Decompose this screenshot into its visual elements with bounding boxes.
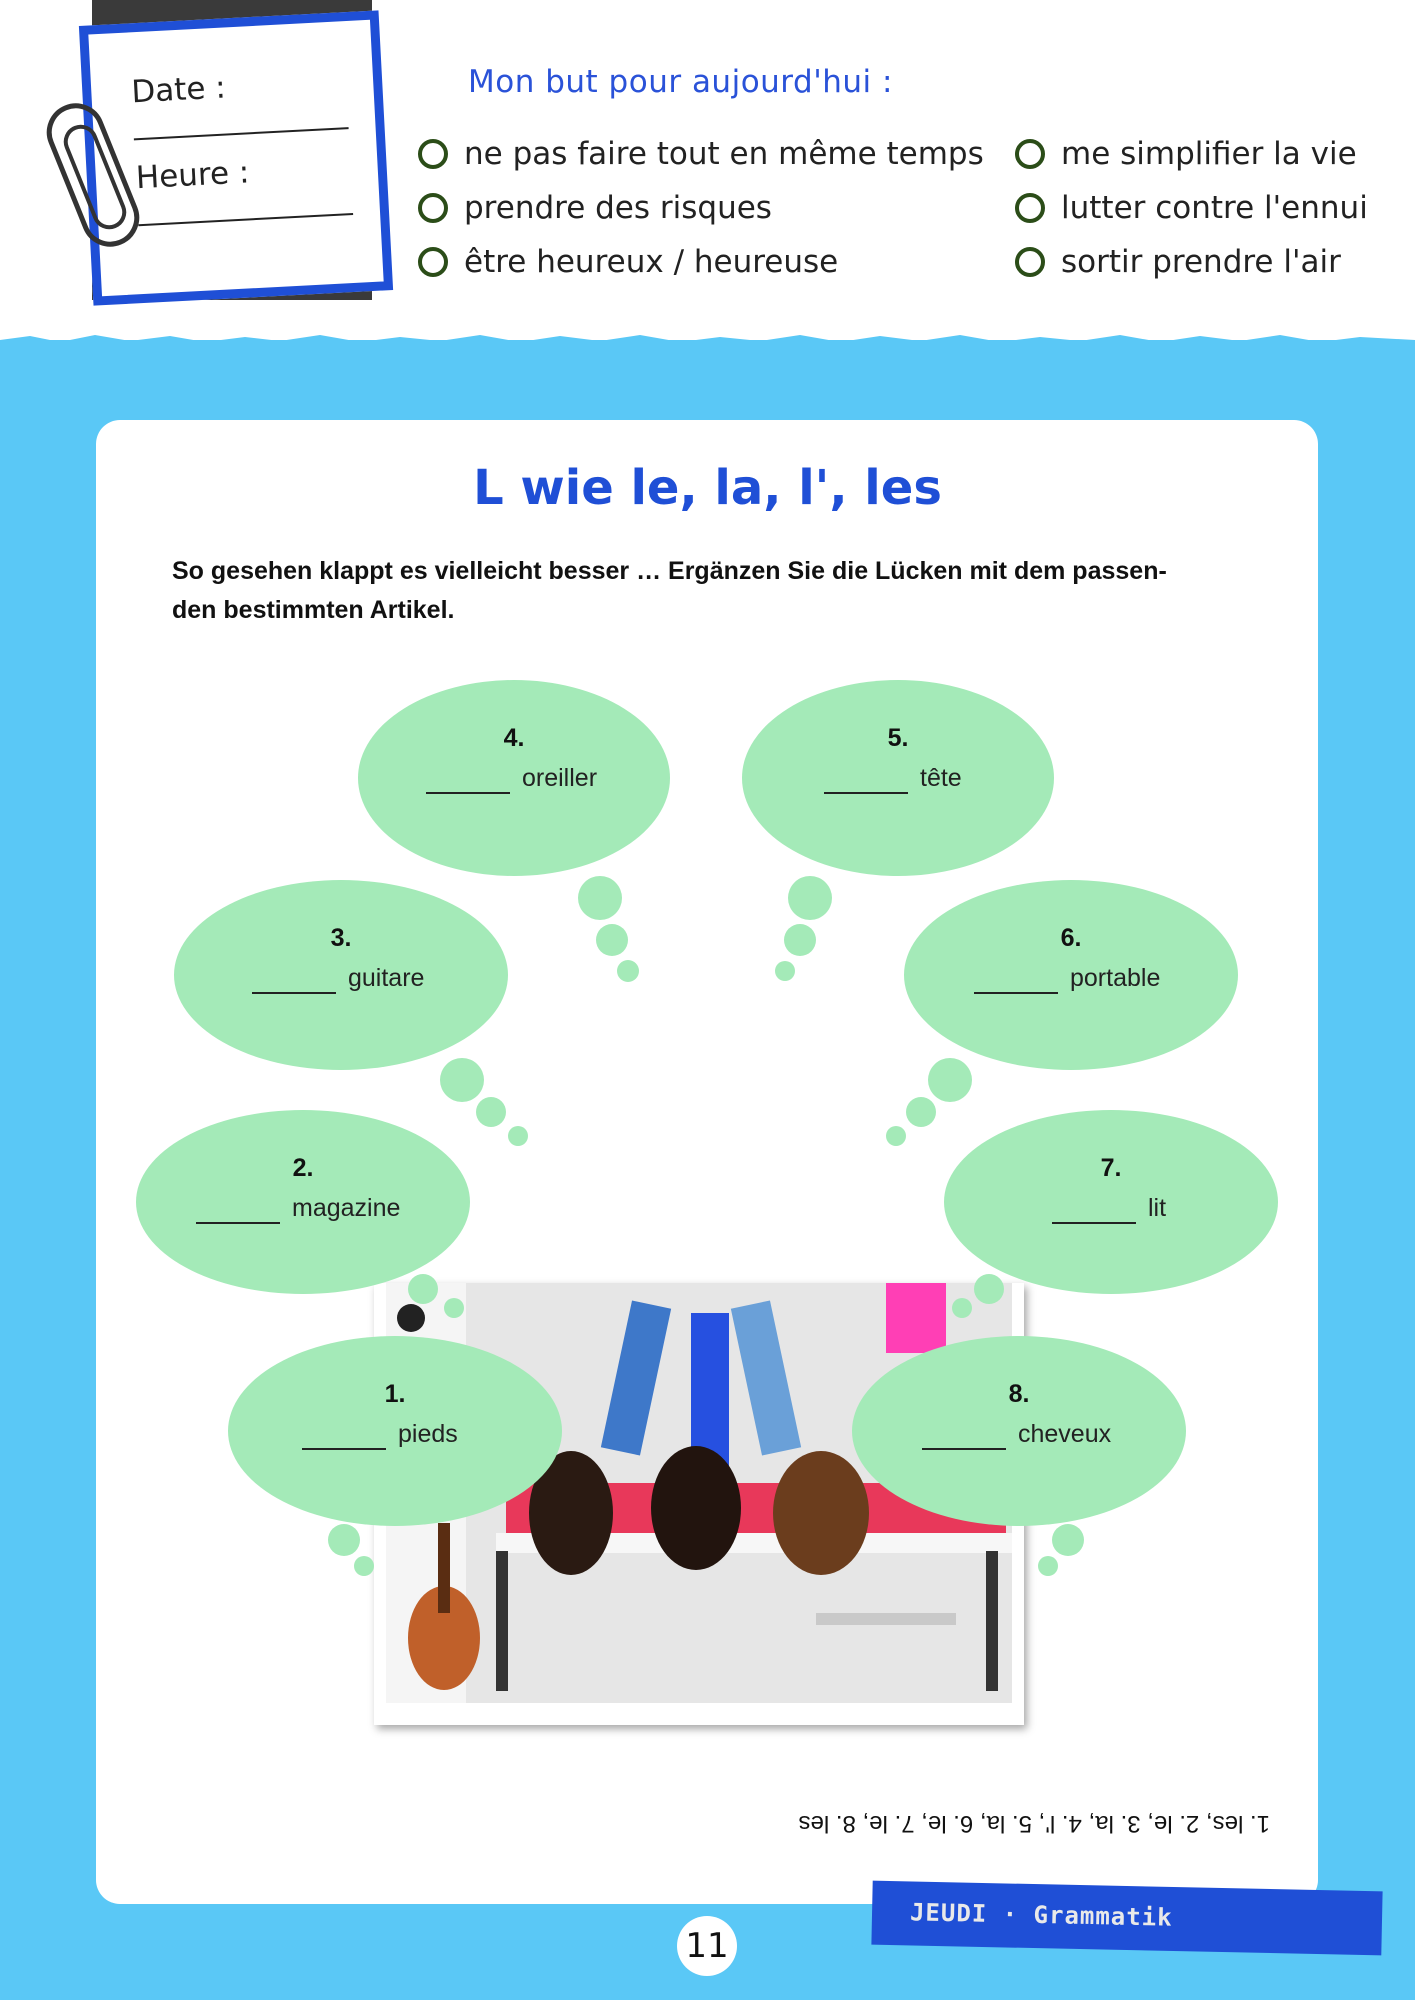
thought-dot [444,1298,464,1318]
answer-key-upside-down: 1. les, 2. le, 3. la, 4. l', 5. la, 6. le, 7. le, 8. les [798,1810,1270,1837]
bubble-4 [358,680,670,876]
goal-label: ne pas faire tout en même temps [464,136,984,172]
bubble-3 [174,880,508,1070]
page-number: 11 [677,1916,737,1976]
goal-label: être heureux / heureuse [464,244,839,280]
goal-option[interactable] [1015,244,1341,280]
thought-dot [354,1556,374,1576]
thought-dot [328,1524,360,1556]
thought-dot [906,1097,936,1127]
answer-blank[interactable] [922,1448,1006,1450]
bubble-number: 3. [330,924,352,952]
date-label: Date : [130,69,227,111]
bubble-number: 5. [887,724,909,752]
bubble-6 [904,880,1238,1070]
checkbox-circle-icon[interactable] [1015,193,1045,223]
checkbox-circle-icon[interactable] [1015,247,1045,277]
bubble-number: 7. [1100,1154,1122,1182]
thought-dot [508,1126,528,1146]
goal-option[interactable] [418,244,838,280]
thought-dot [1052,1524,1084,1556]
thought-dot [596,924,628,956]
bubble-word: oreiller [522,764,598,792]
bubble-2 [136,1110,470,1294]
thought-dot [775,961,795,981]
thought-dot [788,876,832,920]
thought-dot [408,1274,438,1304]
checkbox-circle-icon[interactable] [1015,139,1045,169]
thought-dot [617,960,639,982]
bubble-word: cheveux [1018,1420,1112,1448]
bubble-word: portable [1070,964,1161,992]
bubble-number: 6. [1060,924,1082,952]
bubble-word: tête [920,764,962,792]
bubble-word: pieds [398,1420,458,1448]
answer-blank[interactable] [426,792,510,794]
answer-blank[interactable] [974,992,1058,994]
goal-title: Mon but pour aujourd'hui : [468,64,893,100]
bubble-word: guitare [348,964,425,992]
bubble-number: 1. [384,1380,406,1408]
thought-dot [1038,1556,1058,1576]
thought-dot [476,1097,506,1127]
heure-line [138,213,353,226]
checkbox-circle-icon[interactable] [418,247,448,277]
thought-dot [952,1298,972,1318]
bubble-number: 2. [292,1154,314,1182]
exercise-instruction: So gesehen klappt es vielleicht besser … Ergänzen Sie die Lücken mit dem passen- den bestimmten Artikel. [172,557,1167,624]
thought-dot [440,1058,484,1102]
thought-dot [928,1058,972,1102]
goal-label: prendre des risques [464,190,772,226]
checkbox-circle-icon[interactable] [418,193,448,223]
bubble-word: magazine [292,1194,401,1222]
section-label: JEUDI · Grammatik [909,1898,1173,1932]
bubble-5 [742,680,1054,876]
answer-blank[interactable] [252,992,336,994]
thought-dot [578,876,622,920]
goal-option[interactable] [418,136,984,172]
bubble-1 [228,1336,562,1526]
bubble-number: 8. [1008,1380,1030,1408]
exercise-title: L wie le, la, l', les [473,460,942,516]
answer-blank[interactable] [196,1222,280,1224]
answer-blank[interactable] [824,792,908,794]
bubble-8 [852,1336,1186,1526]
heure-label: Heure : [134,154,251,197]
thought-dot [784,924,816,956]
checkbox-circle-icon[interactable] [418,139,448,169]
goal-option[interactable] [418,190,772,226]
bubble-number: 4. [503,724,525,752]
answer-blank[interactable] [302,1448,386,1450]
torn-edge [0,330,1415,354]
goal-label: me simplifier la vie [1061,136,1357,172]
answer-blank[interactable] [1052,1222,1136,1224]
thought-dot [974,1274,1004,1304]
date-time-note [79,10,393,305]
goal-label: sortir prendre l'air [1061,244,1341,280]
goal-label: lutter contre l'ennui [1061,190,1368,226]
bubble-word: lit [1148,1194,1167,1222]
thought-dot [886,1126,906,1146]
date-line [134,127,349,140]
bubble-7 [944,1110,1278,1294]
goal-option[interactable] [1015,190,1368,226]
goal-option[interactable] [1015,136,1357,172]
